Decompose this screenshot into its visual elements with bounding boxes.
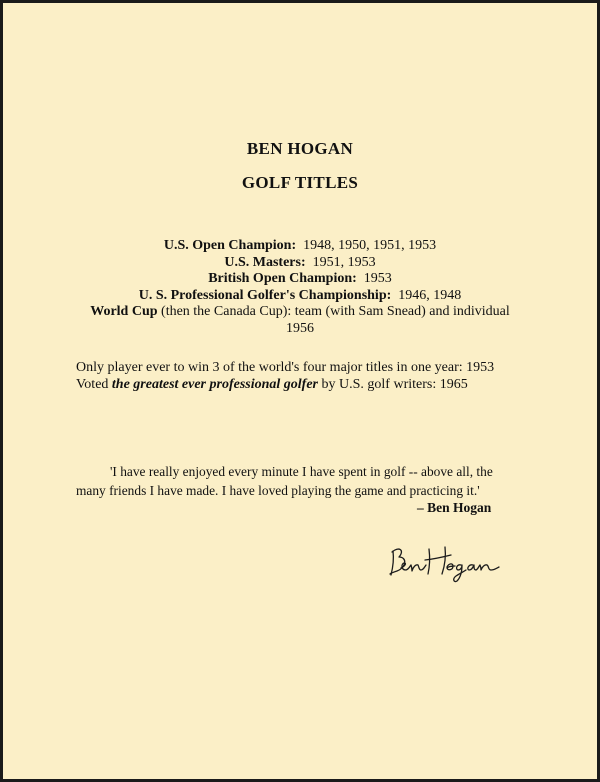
title-label: British Open Champion:: [208, 271, 357, 286]
title-value: 1948, 1950, 1951, 1953: [303, 238, 437, 253]
title-row-world-cup-year: [3, 321, 597, 338]
title-label: U.S. Masters:: [224, 254, 306, 270]
document-subtitle: GOLF TITLES: [241, 173, 359, 192]
title-row-us-open: [3, 238, 597, 255]
quote-block: [76, 462, 556, 500]
quote-attribution: – Ben Hogan: [417, 500, 492, 515]
title-value: (then the Canada Cup): team (with Sam Snead) and individual: [161, 304, 510, 319]
fact-voted-suffix: by U.S. golf writers: 1965: [318, 376, 468, 392]
title-value: 1946, 1948: [398, 287, 462, 303]
fact-voted-emphasis: the greatest ever professional golfer: [111, 376, 319, 392]
facts-block: [76, 360, 576, 393]
title-label: U. S. Professional Golfer's Championship:: [138, 287, 392, 303]
title-row-world-cup: [3, 304, 597, 321]
title-label: World Cup: [90, 304, 158, 319]
title-value: 1951, 1953: [312, 254, 376, 270]
title-row-masters: [3, 255, 597, 272]
fact-major-titles: Only player ever to win 3 of the world's four major titles in one year: 1953: [76, 360, 495, 375]
title-row-british-open: [3, 271, 597, 288]
document-page: [3, 3, 597, 779]
quote-line-1: 'I have really enjoyed every minute I have spent in golf -- above all, the: [110, 464, 493, 479]
title-value: 1953: [363, 271, 392, 286]
document-title: BEN HOGAN: [246, 139, 354, 158]
handwritten-signature: [385, 543, 525, 583]
titles-list: [3, 238, 597, 337]
title-value: 1956: [286, 320, 314, 336]
title-row-pga: [3, 288, 597, 305]
fact-voted: [76, 377, 576, 394]
title-label: U.S. Open Champion:: [163, 238, 297, 253]
quote-line-2: many friends I have made. I have loved playing the game and practicing it.': [76, 483, 480, 498]
fact-voted-prefix: Voted: [76, 376, 112, 392]
